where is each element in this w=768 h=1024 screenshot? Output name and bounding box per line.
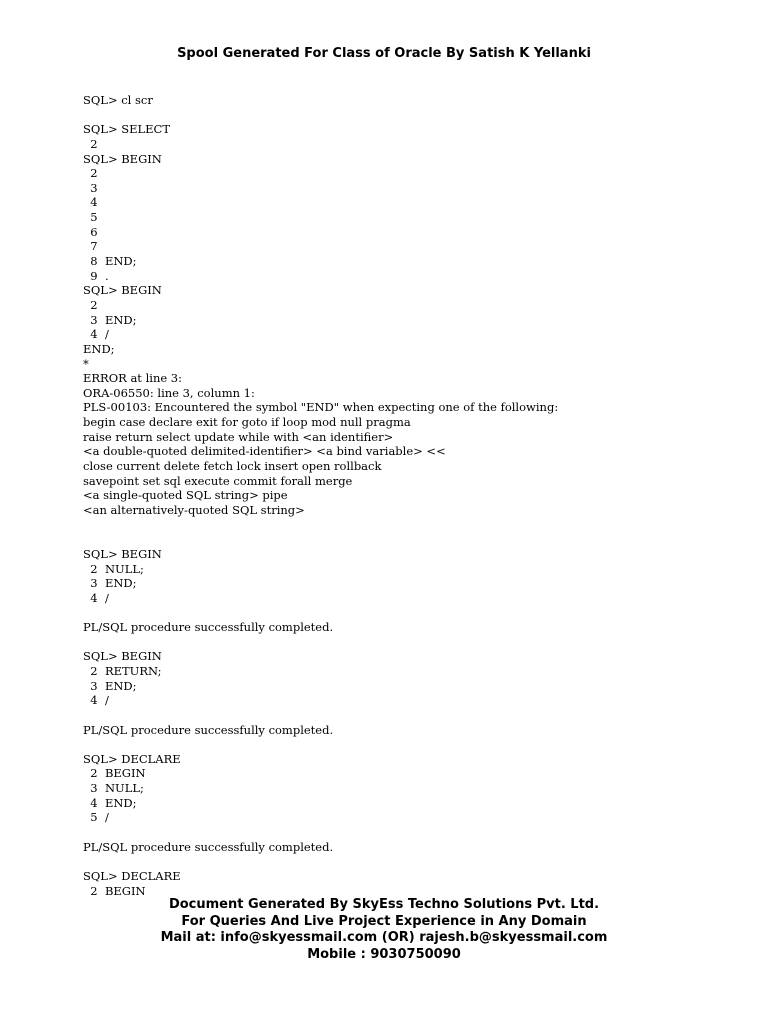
spool-line: PL/SQL procedure successfully completed. [83,839,334,854]
spool-line: 2 BEGIN [83,766,146,781]
spool-line: 3 END; [83,312,137,327]
spool-line: 5 / [83,810,109,825]
spool-line: 2 BEGIN [83,883,146,898]
spool-line: 8 END; [83,254,137,269]
spool-line: 7 [83,239,98,254]
spool-line: ERROR at line 3: [83,371,183,386]
spool-line [83,532,558,547]
spool-line: PL/SQL procedure successfully completed. [83,722,334,737]
spool-line: raise return select update while with <an identifier> [83,429,394,444]
spool-line: 2 [83,297,98,312]
page-title: Spool Generated For Class of Oracle By Satish K Yellanki [177,46,591,61]
spool-line: END; [83,341,115,356]
spool-line: SQL> BEGIN [83,649,162,664]
spool-line [83,854,558,869]
spool-line: 3 END; [83,678,137,693]
spool-line: 2 NULL; [83,561,144,576]
spool-line: SQL> DECLARE [83,751,181,766]
spool-line: close current delete fetch lock insert open rollback [83,459,382,474]
spool-line: 4 / [83,327,109,342]
spool-line: 4 [83,195,98,210]
spool-line: 3 NULL; [83,781,144,796]
spool-line: * [83,356,89,371]
spool-line: SQL> DECLARE [83,868,181,883]
spool-line: 4 / [83,590,109,605]
spool-line: 2 [83,166,98,181]
spool-line: <a single-quoted SQL string> pipe [83,488,288,503]
spool-line: SQL> BEGIN [83,151,162,166]
spool-line: SQL> BEGIN [83,546,162,561]
footer-queries-line: For Queries And Live Project Experience in Any Domain [181,913,587,929]
footer-company-line: Document Generated By SkyEss Techno Solutions Pvt. Ltd. [168,897,600,912]
spool-line: 2 RETURN; [83,663,162,678]
spool-line [83,737,558,752]
spool-line: 4 / [83,693,109,708]
spool-output [83,93,558,898]
spool-line: 6 [83,224,98,239]
spool-line [83,708,558,723]
spool-line: 3 END; [83,576,137,591]
spool-line: ORA-06550: line 3, column 1: [83,385,255,400]
spool-line: 3 [83,180,98,195]
spool-line [83,825,558,840]
spool-line: SQL> SELECT [83,122,171,137]
spool-line: <a double-quoted delimited-identifier> <a bind variable> << [83,444,446,459]
spool-line: PL/SQL procedure successfully completed. [83,620,334,635]
spool-line: <an alternatively-quoted SQL string> [83,502,305,517]
spool-line [83,635,558,650]
spool-line [83,108,558,123]
spool-line: begin case declare exit for goto if loop mod null pragma [83,415,411,430]
spool-line [83,518,558,533]
spool-line: 4 END; [83,795,137,810]
spool-line: SQL> cl scr [83,93,153,107]
spool-line: savepoint set sql execute commit forall merge [83,473,353,488]
footer [0,897,768,963]
footer-mail-line: Mail at: info@skyessmail.com (OR) rajesh.b@skyessmail.com [160,930,608,945]
spool-line: 5 [83,210,98,225]
footer-mobile-line: Mobile : 9030750090 [307,946,461,962]
spool-line: 2 [83,136,98,151]
spool-line: SQL> BEGIN [83,283,162,298]
spool-line: PLS-00103: Encountered the symbol "END" when expecting one of the following: [83,400,559,415]
spool-line: 9 . [83,268,109,283]
spool-line [83,605,558,620]
